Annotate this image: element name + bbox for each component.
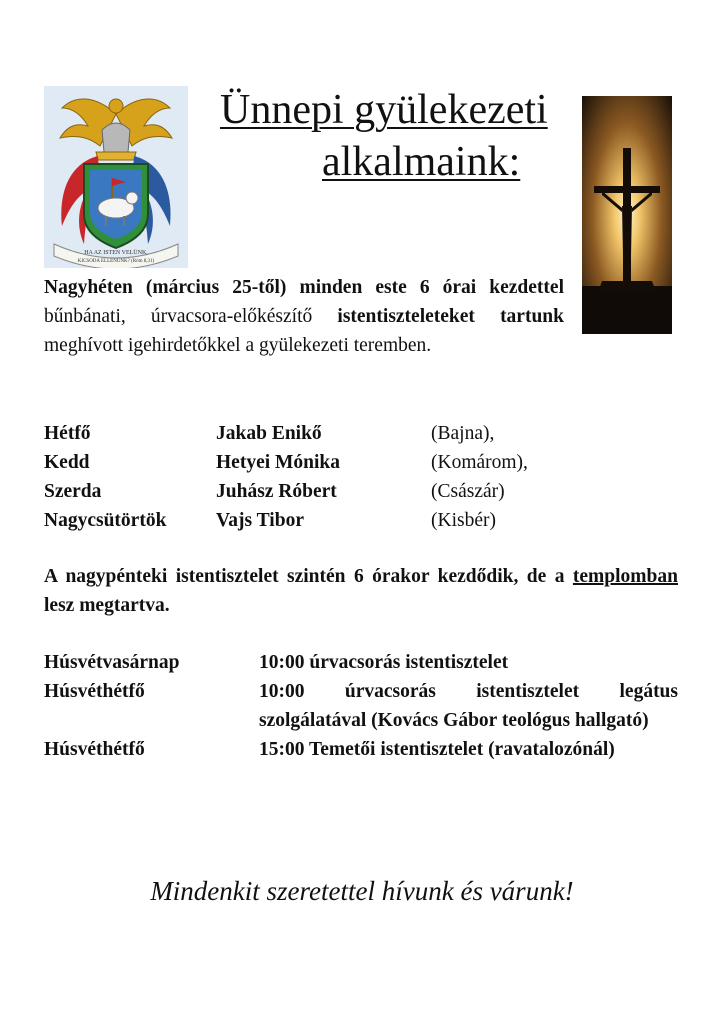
schedule-place: (Bajna), <box>431 423 495 444</box>
intro-bold-1: Nagyhéten (március 25-től) minden este 6 órai kezdettel <box>44 277 564 298</box>
schedule-preacher: Jakab Enikő <box>216 423 322 444</box>
intro-text-4: meghívott igehirdetőkkel a gyülekezeti teremben. <box>44 335 432 356</box>
friday-underlined-text: templomban <box>572 566 678 587</box>
easter-day: Húsvétvasárnap <box>44 652 180 673</box>
schedule-row <box>44 506 571 535</box>
easter-schedule <box>44 648 678 764</box>
schedule-row <box>44 448 571 477</box>
title-line-1: Ünnepi gyülekezeti <box>220 87 548 133</box>
closing-invitation: Mindenkit szeretettel hívunk és várunk! <box>150 876 574 906</box>
schedule-row <box>44 419 571 448</box>
page-title <box>210 84 575 188</box>
easter-desc: 10:00 úrvacsorás istentisztelet legátus szolgálatával (Kovács Gábor teológus hallgató) <box>259 681 678 731</box>
schedule-row <box>44 477 571 506</box>
schedule-day: Nagycsütörtök <box>44 510 167 531</box>
schedule-place: (Császár) <box>431 481 505 502</box>
friday-text-1: A nagypénteki istentisztelet szintén 6 órakor kezdődik, de a <box>44 566 573 587</box>
easter-day: Húsvéthétfő <box>44 681 145 702</box>
friday-text-2: lesz megtartva. <box>44 595 170 616</box>
easter-row <box>44 648 678 677</box>
easter-desc: 10:00 úrvacsorás istentisztelet <box>259 652 509 673</box>
schedule-place: (Komárom), <box>431 452 528 473</box>
schedule-day: Szerda <box>44 481 102 502</box>
schedule-preacher: Juhász Róbert <box>216 481 337 502</box>
coat-of-arms-image <box>44 86 188 268</box>
schedule-place: (Kisbér) <box>431 510 496 531</box>
intro-bold-3: istentiszteleteket tartunk <box>337 306 564 327</box>
easter-row <box>44 735 678 764</box>
intro-paragraph <box>44 273 564 360</box>
crucifix-sunset-image <box>582 96 672 334</box>
title-line-2: alkalmaink: <box>322 139 521 185</box>
schedule-day: Hétfő <box>44 423 91 444</box>
crest-motto-line-1: HA AZ ISTEN VELÜNK, <box>84 250 148 256</box>
schedule-preacher: Vajs Tibor <box>216 510 304 531</box>
schedule-day: Kedd <box>44 452 90 473</box>
crest-motto-line-2: KICSODA ELLENÜNK? (Róm 8,31) <box>77 259 155 264</box>
intro-text-2: bűnbánati, úrvacsora-előkészítő <box>44 306 338 327</box>
good-friday-note <box>44 562 678 620</box>
holy-week-schedule <box>44 419 571 535</box>
schedule-preacher: Hetyei Mónika <box>216 452 341 473</box>
easter-desc: 15:00 Temetői istentisztelet (ravatalozónál) <box>259 739 615 760</box>
easter-row <box>44 677 678 735</box>
easter-day: Húsvéthétfő <box>44 739 145 760</box>
